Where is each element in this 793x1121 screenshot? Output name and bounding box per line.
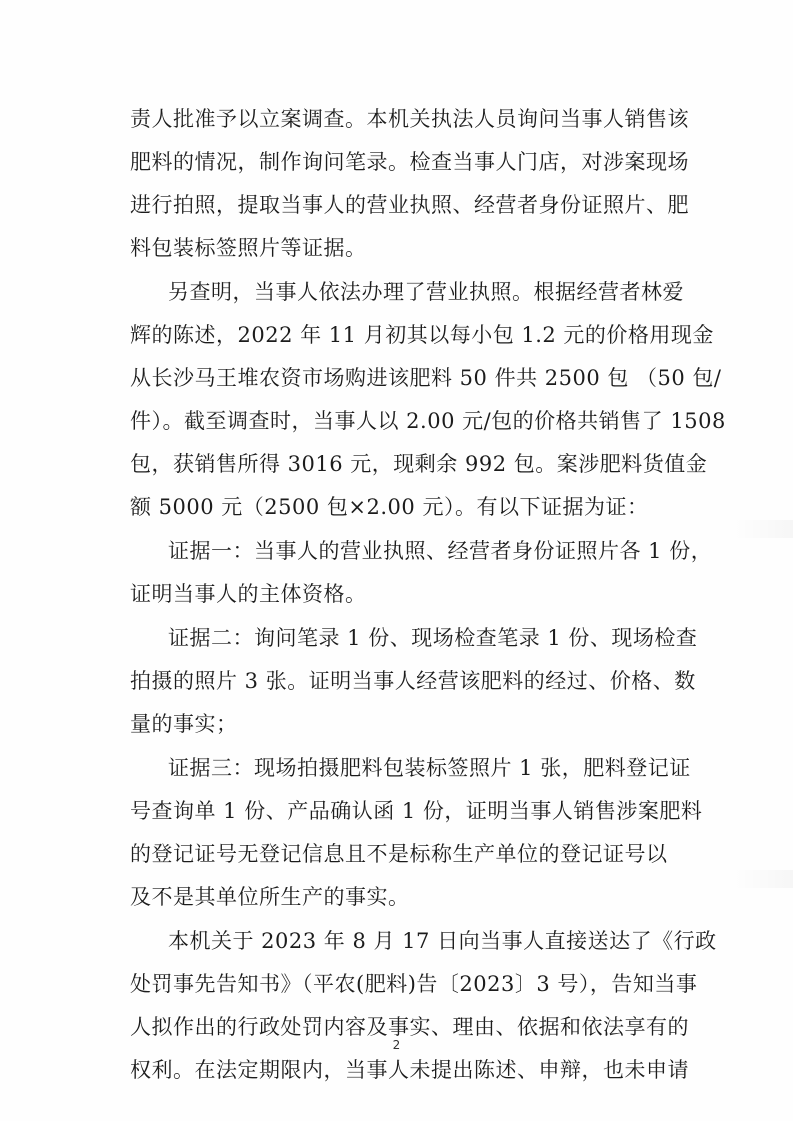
text-line: 证明当事人的主体资格。	[130, 582, 367, 606]
text-line: 进行拍照，提取当事人的营业执照、经营者身份证照片、肥	[130, 193, 689, 217]
text-line: 权利。在法定期限内，当事人未提出陈述、申辩，也未申请	[130, 1058, 689, 1082]
text-line: 辉的陈述，2022 年 11 月初其以每小包 1.2 元的价格用现金	[130, 323, 714, 347]
evidence-two-line: 证据二：询问笔录 1 份、现场检查笔录 1 份、现场检查	[168, 626, 698, 650]
text-line: 件）。截至调查时，当事人以 2.00 元/包的价格共销售了 1508	[130, 409, 726, 433]
scan-artifact	[733, 520, 793, 538]
text-line: 肥料的情况，制作询问笔录。检查当事人门店，对涉案现场	[130, 150, 689, 174]
text-line: 人拟作出的行政处罚内容及事实、理由、依据和依法享有的	[130, 1015, 689, 1039]
page-number: 2	[392, 1038, 401, 1052]
text-line: 量的事实；	[130, 712, 238, 736]
text-line: 处罚事先告知书》（平农(肥料)告〔2023〕3 号），告知当事	[130, 972, 698, 996]
text-line: 料包装标签照片等证据。	[130, 236, 367, 260]
paragraph-start-line: 本机关于 2023 年 8 月 17 日向当事人直接送达了《行政	[168, 929, 717, 953]
text-line: 额 5000 元（2500 包×2.00 元）。有以下证据为证：	[130, 495, 649, 519]
document-body	[130, 98, 726, 1092]
text-line: 及不是其单位所生产的事实。	[130, 885, 410, 909]
text-line: 从长沙马王堆农资市场购进该肥料 50 件共 2500 包 （50 包/	[130, 366, 722, 390]
evidence-three-line: 证据三：现场拍摄肥料包装标签照片 1 张，肥料登记证	[168, 756, 691, 780]
text-line: 号查询单 1 份、产品确认函 1 份，证明当事人销售涉案肥料	[130, 799, 703, 823]
paragraph-start-line: 另查明，当事人依法办理了营业执照。根据经营者林爱	[168, 280, 684, 304]
text-line: 的登记证号无登记信息且不是标称生产单位的登记证号以	[130, 842, 668, 866]
text-line: 包，获销售所得 3016 元，现剩余 992 包。案涉肥料货值金	[130, 452, 708, 476]
evidence-one-line: 证据一：当事人的营业执照、经营者身份证照片各 1 份，	[168, 539, 713, 563]
text-line: 拍摄的照片 3 张。证明当事人经营该肥料的经过、价格、数	[130, 669, 696, 693]
scan-artifact	[733, 870, 793, 888]
text-line: 责人批准予以立案调查。本机关执法人员询问当事人销售该	[130, 107, 689, 131]
